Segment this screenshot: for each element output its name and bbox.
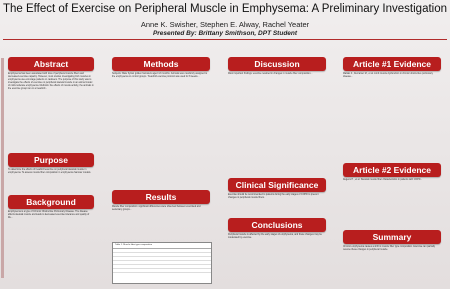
abstract-header: Abstract [8,57,94,71]
results-header: Results [112,190,210,204]
methods-header: Methods [112,57,210,71]
summary-header: Summary [343,230,441,244]
poster-authors: Anne K. Swisher, Stephen E. Alway, Rachel Yeater [140,20,310,29]
conclusions-body: Peripheral muscle is affected by the early stages of emphysema, and these changes may be moderated by exercise. [228,234,323,239]
poster-presenter: Presented By: Brittany Smithson, DPT Student [152,30,298,37]
poster-title: The Effect of Exercise on Peripheral Muscle in Emphysema: A Preliminary Investigation [2,3,448,15]
purpose-header: Purpose [8,153,94,167]
background-body: Emphysema is a type of Chronic Obstructive Pulmonary Disease. The disease affects skeletal muscle and leads to decreased exercise tolerance and quality of life... [8,211,90,219]
background-header: Background [8,195,94,209]
results-body: Muscle fiber composition: significant differences were observed between exercised and sedentary groups... [112,206,202,211]
article2-body: Degens H., et al. Skeletal muscle fiber characteristics in patients with COPD... [343,179,423,181]
article1-header: Article #1 Evidence [343,57,441,71]
clinical-significance-body: Exercise should be recommended to patients during the early stages of COPD to prevent changes in peripheral muscle fibers. [228,194,320,199]
discussion-header: Discussion [228,57,326,71]
header-divider [3,39,447,40]
purpose-body: To determine the effects of treadmill exercise on peripheral skeletal muscle in emphysema. To assess muscle fiber composition in emphysema hamster models. [8,169,92,174]
methods-body: Subjects: Male Syrian golden hamsters aged 4-6 months. Animals were randomly assigned to the emphysema or control groups. Treadmill exercise protocol was used for 8 weeks... [112,73,208,78]
summary-body: Chronic emphysema causes a shift in muscle fiber type composition. Exercise can partially reverse these changes in peripheral muscle. [343,246,436,251]
abstract-body: Emphysema has been associated with loss of peripheral muscle fibers and decreased exercise capacity. However, most studies investigating limb muscles in emphysema use end-stage patients or cadavers. The purpose of this study was to investigate the effects of exercise on peripheral skeletal muscle in an animal model of mild-moderate emphysema. Methods: the effects of muscle activity, the animals in the exercise group ran on a treadmill... [8,73,95,90]
results-table-caption: Table 1. Muscle fiber type composition [113,243,211,249]
article2-header: Article #2 Evidence [343,163,441,177]
conclusions-header: Conclusions [228,218,326,232]
side-decoration [1,58,4,278]
article1-body: Maltais F., Decramer M., et al. Limb muscle dysfunction in chronic obstructive pulmonary disease... [343,73,434,78]
clinical-significance-header: Clinical Significance [228,178,326,192]
table-row [113,269,211,273]
discussion-body: Most important findings: exercise resulted in changes in muscle fiber composition... [228,73,313,75]
results-table [112,242,212,284]
